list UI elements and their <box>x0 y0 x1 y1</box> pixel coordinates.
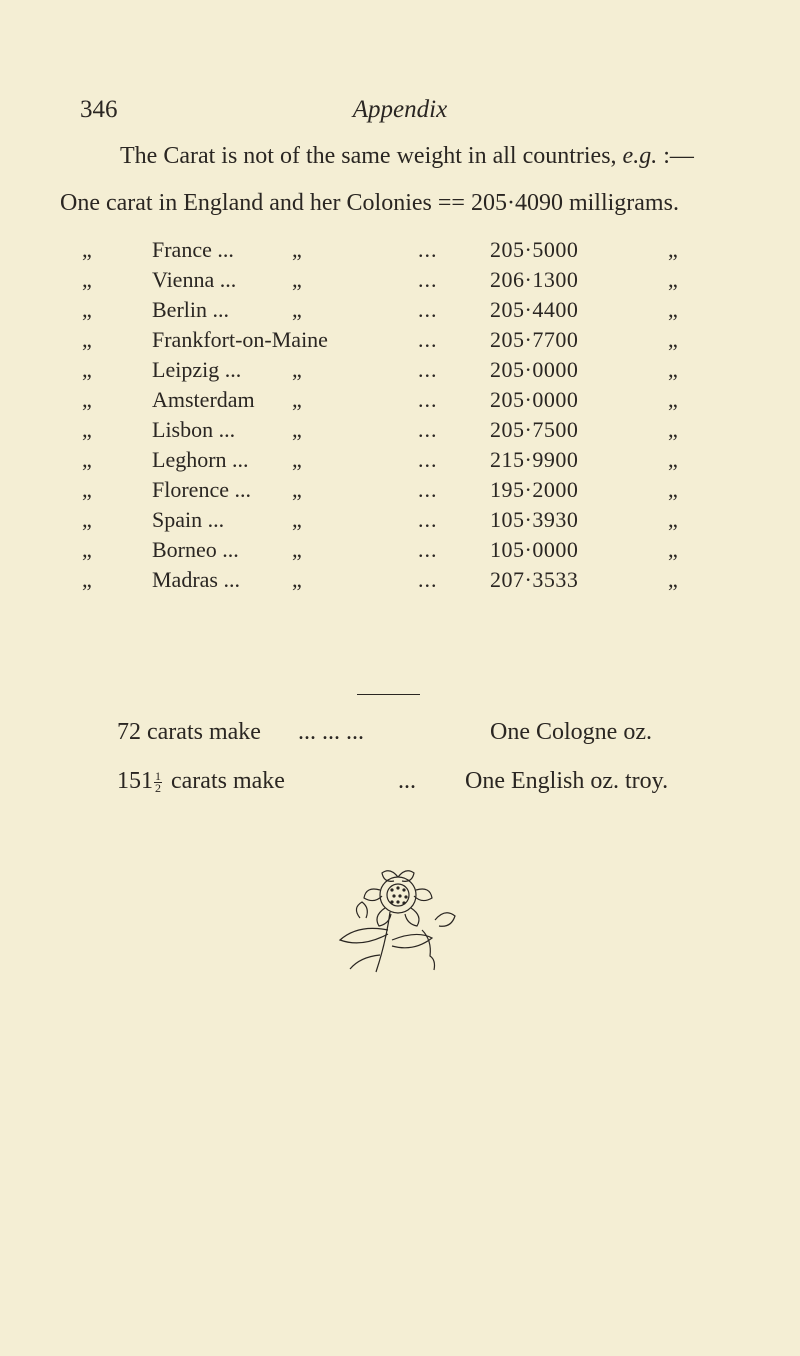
place-name: Vienna ... <box>152 267 237 292</box>
ditto-mark: „ <box>668 537 678 562</box>
weight-value: 207·3533 <box>490 567 579 592</box>
cologne-left: 72 carats make <box>117 719 261 745</box>
ditto-mark: „ <box>82 357 92 382</box>
leader-dots: ... <box>418 387 438 412</box>
ditto-mark: „ <box>82 327 92 352</box>
ditto-mark: „ <box>292 477 302 502</box>
place-name: France ... <box>152 237 234 262</box>
table-row <box>0 477 800 507</box>
intro-eg: e.g. <box>622 143 658 169</box>
leader-dots: ... <box>418 537 438 562</box>
ditto-mark: „ <box>292 237 302 262</box>
running-head: Appendix <box>352 96 448 123</box>
ditto-mark: „ <box>82 387 92 412</box>
intro-text: The Carat is not of the same weight in all countries, <box>120 143 623 169</box>
ditto-mark: „ <box>292 447 302 472</box>
place-name: Borneo ... <box>152 537 239 562</box>
troy-left-rest: carats make <box>171 768 285 794</box>
troy-whole: 151 <box>117 768 153 794</box>
troy-fraction <box>154 768 162 795</box>
page-number: 346 <box>80 96 118 123</box>
weight-value: 215·9900 <box>490 447 579 472</box>
troy-right: One English oz. troy. <box>465 768 669 794</box>
ditto-mark: „ <box>82 297 92 322</box>
ditto-mark: „ <box>292 417 302 442</box>
place-name: Leghorn ... <box>152 447 249 472</box>
weight-value: 195·2000 <box>490 477 579 502</box>
intro-dash: :— <box>657 143 694 169</box>
ditto-mark: „ <box>668 507 678 532</box>
leader-dots: ... <box>418 327 438 352</box>
ditto-mark: „ <box>292 297 302 322</box>
ditto-mark: „ <box>292 387 302 412</box>
intro-sentence <box>120 143 694 170</box>
troy-frac-den: 2 <box>155 780 161 795</box>
ditto-mark: „ <box>668 387 678 412</box>
ditto-mark: „ <box>82 537 92 562</box>
leader-dots: ... <box>418 507 438 532</box>
ditto-mark: „ <box>82 507 92 532</box>
place-name: Lisbon ... <box>152 417 236 442</box>
table-row <box>0 357 800 387</box>
ditto-mark: „ <box>668 417 678 442</box>
ditto-mark: „ <box>292 507 302 532</box>
troy-frac-num: 1 <box>155 768 161 783</box>
ditto-mark: „ <box>668 447 678 472</box>
ditto-mark: „ <box>82 237 92 262</box>
ditto-mark: „ <box>668 357 678 382</box>
leader-dots: ... <box>418 357 438 382</box>
table-row <box>0 507 800 537</box>
troy-dots: ... <box>398 768 416 794</box>
ditto-mark: „ <box>668 297 678 322</box>
troy-left <box>117 768 285 795</box>
floral-ornament-icon <box>330 860 470 980</box>
weight-value: 205·5000 <box>490 237 579 262</box>
leader-dots: ... <box>418 297 438 322</box>
leader-dots: ... <box>418 237 438 262</box>
first-carat-line: One carat in England and her Colonies == 205·4090 milligrams. <box>60 190 679 216</box>
table-rule <box>357 694 420 695</box>
ditto-mark: „ <box>82 447 92 472</box>
ditto-mark: „ <box>82 267 92 292</box>
weight-value: 205·7500 <box>490 417 579 442</box>
table-row <box>0 447 800 477</box>
leader-dots: ... <box>418 447 438 472</box>
ditto-mark: „ <box>668 327 678 352</box>
ditto-mark: „ <box>82 567 92 592</box>
table-row <box>0 297 800 327</box>
place-name: Spain ... <box>152 507 225 532</box>
leader-dots: ... <box>418 417 438 442</box>
place-name: Leipzig ... <box>152 357 242 382</box>
cologne-dots: ... ... ... <box>298 719 364 745</box>
ditto-mark: „ <box>82 477 92 502</box>
place-name: Berlin ... <box>152 297 229 322</box>
leader-dots: ... <box>418 267 438 292</box>
table-row <box>0 417 800 447</box>
weight-value: 206·1300 <box>490 267 579 292</box>
ditto-mark: „ <box>292 267 302 292</box>
place-name: Frankfort-on-Maine <box>152 327 328 352</box>
weight-value: 105·0000 <box>490 537 579 562</box>
table-row <box>0 237 800 267</box>
table-row <box>0 567 800 597</box>
place-name: Amsterdam <box>152 387 255 412</box>
weight-value: 205·7700 <box>490 327 579 352</box>
ditto-mark: „ <box>668 237 678 262</box>
weight-value: 105·3930 <box>490 507 579 532</box>
ditto-mark: „ <box>292 567 302 592</box>
table-row <box>0 387 800 417</box>
table-row <box>0 537 800 567</box>
weight-value: 205·4400 <box>490 297 579 322</box>
ditto-mark: „ <box>668 477 678 502</box>
place-name: Florence ... <box>152 477 251 502</box>
place-name: Madras ... <box>152 567 240 592</box>
leader-dots: ... <box>418 567 438 592</box>
table-row <box>0 327 800 357</box>
cologne-right: One Cologne oz. <box>490 719 652 745</box>
leader-dots: ... <box>418 477 438 502</box>
ditto-mark: „ <box>292 537 302 562</box>
weight-value: 205·0000 <box>490 387 579 412</box>
ditto-mark: „ <box>668 567 678 592</box>
ditto-mark: „ <box>292 357 302 382</box>
weight-value: 205·0000 <box>490 357 579 382</box>
ditto-mark: „ <box>668 267 678 292</box>
table-row <box>0 267 800 297</box>
ditto-mark: „ <box>82 417 92 442</box>
